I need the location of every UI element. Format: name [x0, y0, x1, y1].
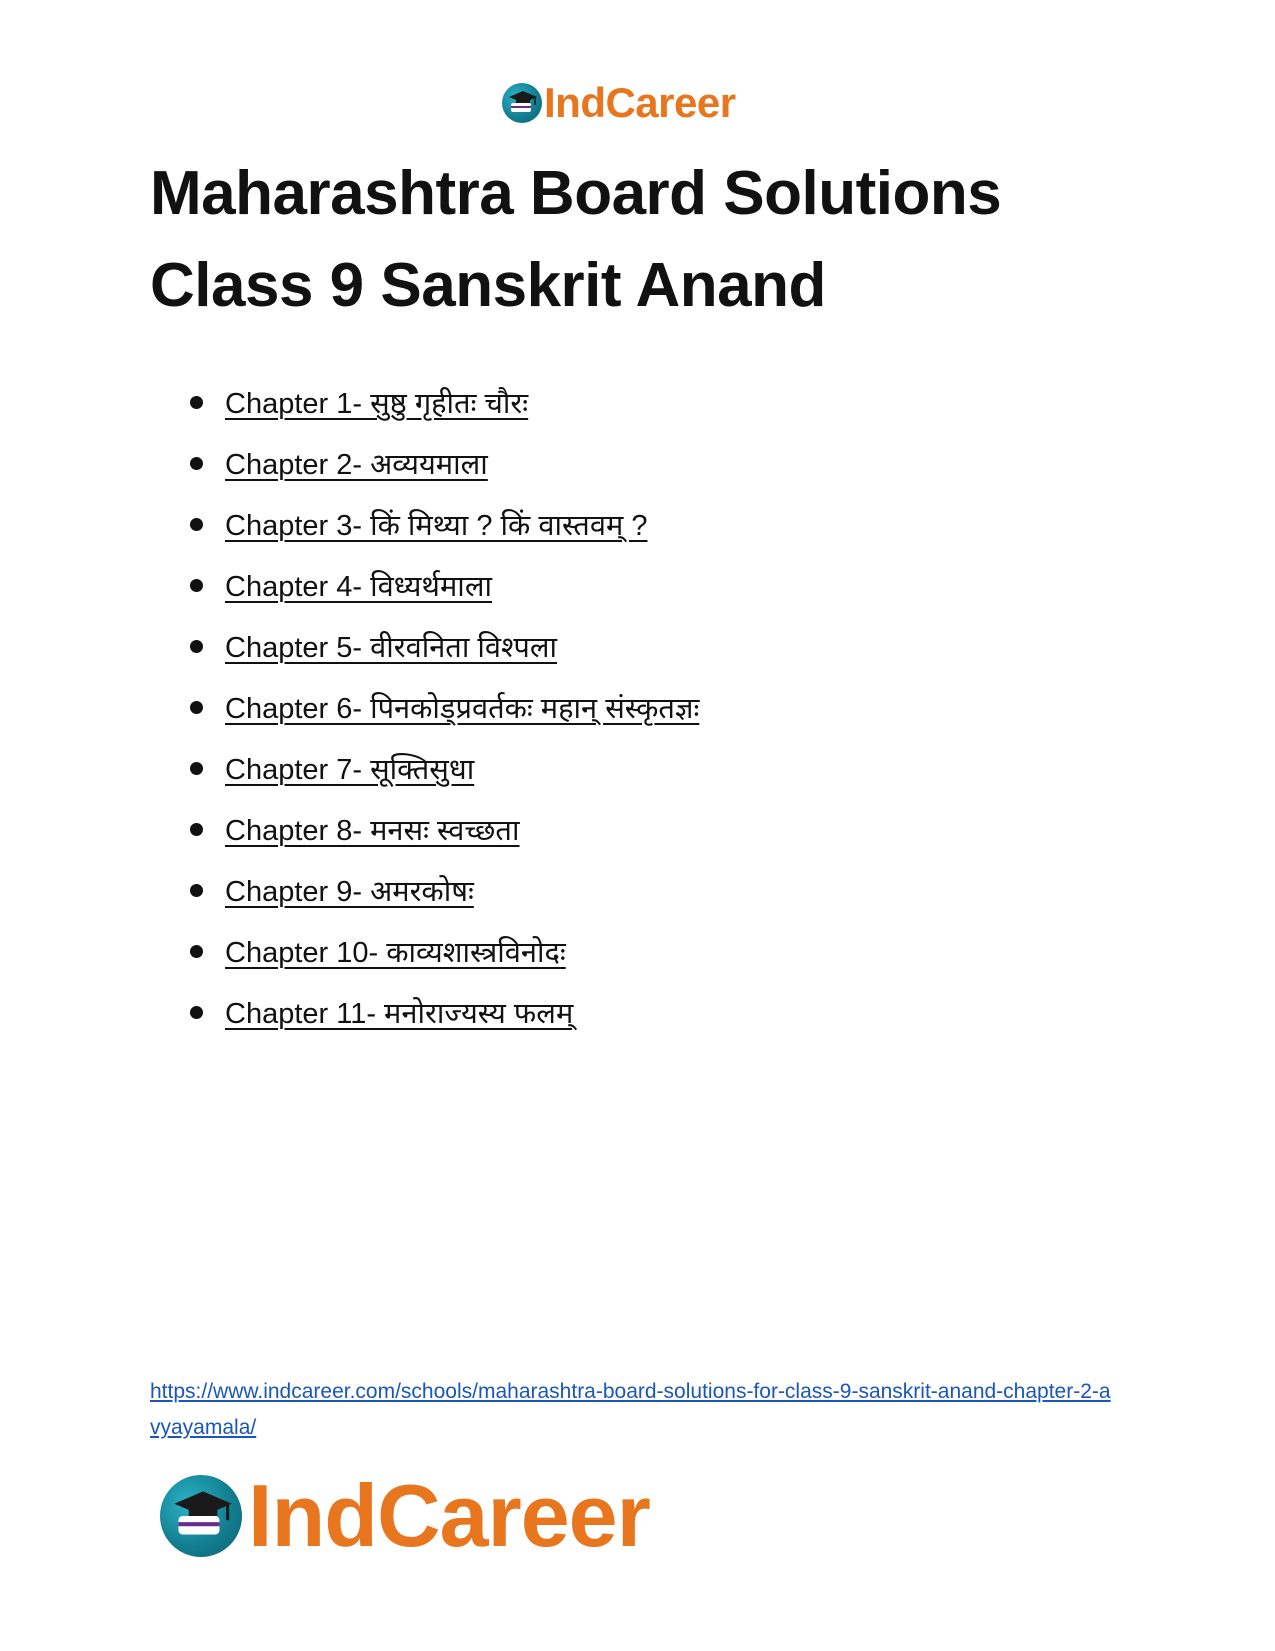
bullet-icon [190, 457, 203, 470]
list-item-chapter-2 [190, 433, 699, 494]
bullet-icon [190, 762, 203, 775]
bullet-icon [190, 579, 203, 592]
page-title-line-1: Maharashtra Board Solutions [150, 159, 1002, 228]
chapter-link-6[interactable]: Chapter 6- पिनकोड्प्रवर्तकः महान् संस्कृतज्ञः [225, 693, 700, 725]
chapter-link-4[interactable]: Chapter 4- विध्यर्थमाला [225, 571, 492, 603]
page-title-line-2: Class 9 Sanskrit Anand [150, 251, 826, 320]
chapter-link-8[interactable]: Chapter 8- मनसः स्वच्छता [225, 815, 520, 847]
logo-wordmark: IndCareer [248, 1466, 650, 1565]
chapter-link-7[interactable]: Chapter 7- सूक्तिसुधा [225, 754, 475, 786]
graduation-cap-icon [160, 1475, 242, 1557]
chapter-link-11[interactable]: Chapter 11- मनोराज्यस्य फलम् [225, 998, 574, 1030]
bullet-icon [190, 884, 203, 897]
bullet-icon [190, 945, 203, 958]
chapter-link-1[interactable]: Chapter 1- सुष्ठु गृहीतः चौरः [225, 388, 529, 420]
list-item-chapter-6 [190, 677, 699, 738]
list-item-chapter-11 [190, 982, 699, 1043]
list-item-chapter-9 [190, 860, 699, 921]
page-title [150, 148, 1150, 332]
list-item-chapter-5 [190, 616, 699, 677]
bullet-icon [190, 1006, 203, 1019]
chapter-link-9[interactable]: Chapter 9- अमरकोषः [225, 876, 474, 908]
footer-logo [160, 1468, 650, 1564]
bullet-icon [190, 701, 203, 714]
logo-wordmark: IndCareer [544, 79, 736, 126]
list-item-chapter-4 [190, 555, 699, 616]
chapter-link-2[interactable]: Chapter 2- अव्ययमाला [225, 449, 488, 481]
bullet-icon [190, 640, 203, 653]
list-item-chapter-7 [190, 738, 699, 799]
chapter-link-10[interactable]: Chapter 10- काव्यशास्त्रविनोदः [225, 937, 566, 969]
bullet-icon [190, 396, 203, 409]
list-item-chapter-1 [190, 372, 699, 433]
bullet-icon [190, 823, 203, 836]
list-item-chapter-8 [190, 799, 699, 860]
graduation-cap-icon [502, 83, 542, 123]
list-item-chapter-3 [190, 494, 699, 555]
chapter-link-3[interactable]: Chapter 3- किं मिथ्या ? किं वास्तवम् ? [225, 510, 648, 542]
list-item-chapter-10 [190, 921, 699, 982]
source-url-link[interactable]: https://www.indcareer.com/schools/maharashtra-board-solutions-for-class-9-sanskrit-anand-chapter-2-avyayamala/ [150, 1380, 1111, 1439]
chapter-link-5[interactable]: Chapter 5- वीरवनिता विश्पला [225, 632, 558, 664]
header-logo [502, 78, 736, 128]
chapter-list [190, 372, 699, 1043]
bullet-icon [190, 518, 203, 531]
